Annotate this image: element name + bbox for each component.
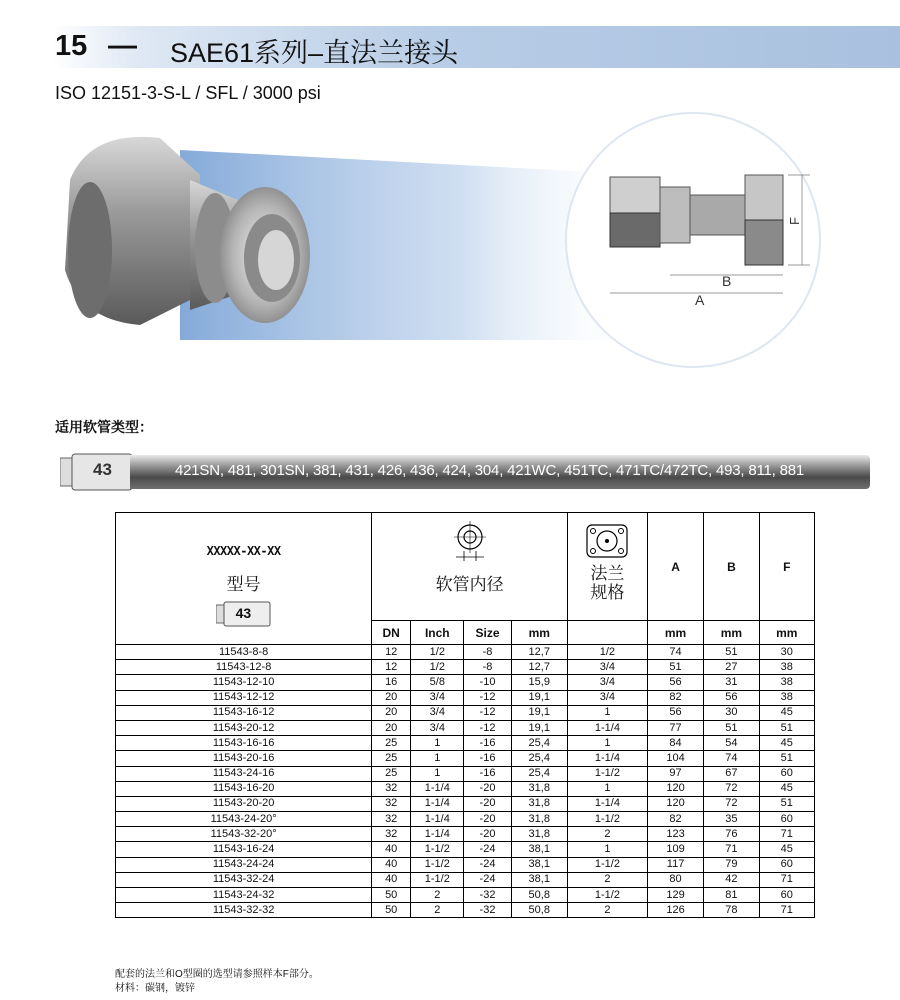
cell-flange: 1-1/2 — [567, 766, 647, 781]
cell-f: 60 — [759, 766, 814, 781]
table-row — [116, 903, 815, 918]
cell-a: 82 — [647, 812, 703, 827]
cell-size: -16 — [464, 766, 511, 781]
cell-a: 82 — [647, 690, 703, 705]
cell-inch: 1/2 — [411, 645, 464, 660]
cell-inch: 1-1/4 — [411, 781, 464, 796]
cell-b: 78 — [704, 903, 759, 918]
unit-flange-blank — [567, 621, 647, 645]
cell-mm: 25,4 — [511, 736, 567, 751]
table-row — [116, 888, 815, 903]
cell-model: 11543-16-24 — [116, 842, 372, 857]
label-a: A — [695, 292, 705, 308]
cell-mm: 19,1 — [511, 705, 567, 720]
cell-dn: 16 — [372, 675, 411, 690]
spec-table-body — [116, 645, 815, 918]
cell-dn: 50 — [372, 903, 411, 918]
cell-mm: 12,7 — [511, 660, 567, 675]
cell-a: 120 — [647, 796, 703, 811]
cell-model: 11543-32-24 — [116, 872, 372, 887]
cell-mm: 31,8 — [511, 827, 567, 842]
cell-size: -8 — [464, 645, 511, 660]
cell-a: 56 — [647, 705, 703, 720]
unit-size: Size — [464, 621, 511, 645]
cell-a: 80 — [647, 872, 703, 887]
fitting-3d-image — [50, 120, 350, 350]
cell-mm: 25,4 — [511, 766, 567, 781]
dimension-drawing — [590, 165, 810, 315]
col-b-header: B — [704, 513, 759, 621]
table-row — [116, 781, 815, 796]
cell-b: 81 — [704, 888, 759, 903]
cell-model: 11543-24-16 — [116, 766, 372, 781]
cell-mm: 50,8 — [511, 888, 567, 903]
cell-flange: 3/4 — [567, 675, 647, 690]
cell-dn: 25 — [372, 751, 411, 766]
cell-mm: 31,8 — [511, 781, 567, 796]
table-row — [116, 675, 815, 690]
unit-inch: Inch — [411, 621, 464, 645]
cell-inch: 1 — [411, 751, 464, 766]
cell-mm: 25,4 — [511, 751, 567, 766]
cell-dn: 12 — [372, 660, 411, 675]
cell-mm: 19,1 — [511, 720, 567, 735]
cell-flange: 2 — [567, 903, 647, 918]
cell-f: 60 — [759, 812, 814, 827]
cell-dn: 40 — [372, 872, 411, 887]
unit-b: mm — [704, 621, 759, 645]
cell-flange: 1-1/2 — [567, 812, 647, 827]
model-label: 型号 — [226, 575, 261, 594]
cell-inch: 1 — [411, 736, 464, 751]
cell-mm: 38,1 — [511, 857, 567, 872]
table-row — [116, 796, 815, 811]
unit-dn: DN — [372, 621, 411, 645]
cell-b: 30 — [704, 705, 759, 720]
cell-dn: 25 — [372, 766, 411, 781]
cell-a: 104 — [647, 751, 703, 766]
cell-size: -10 — [464, 675, 511, 690]
table-row — [116, 842, 815, 857]
cell-model: 11543-24-24 — [116, 857, 372, 872]
cell-f: 71 — [759, 827, 814, 842]
cell-a: 56 — [647, 675, 703, 690]
unit-f: mm — [759, 621, 814, 645]
cell-inch: 1-1/4 — [411, 812, 464, 827]
cell-inch: 1 — [411, 766, 464, 781]
cell-dn: 25 — [372, 736, 411, 751]
cell-b: 42 — [704, 872, 759, 887]
cell-size: -24 — [464, 857, 511, 872]
standard-subtitle: ISO 12151-3-S-L / SFL / 3000 psi — [55, 83, 321, 103]
cell-size: -12 — [464, 690, 511, 705]
cell-inch: 1-1/2 — [411, 857, 464, 872]
cell-size: -24 — [464, 842, 511, 857]
model-ferrule-icon — [216, 601, 272, 627]
spec-table — [115, 512, 815, 918]
cell-f: 51 — [759, 720, 814, 735]
hose-id-header — [372, 513, 568, 621]
table-row — [116, 690, 815, 705]
cell-mm: 12,7 — [511, 645, 567, 660]
cell-dn: 32 — [372, 796, 411, 811]
footnote-flange: 配套的法兰和O型圈的选型请参照样本F部分。 — [115, 969, 319, 980]
cell-dn: 50 — [372, 888, 411, 903]
cell-f: 71 — [759, 903, 814, 918]
cell-f: 38 — [759, 690, 814, 705]
cell-mm: 31,8 — [511, 796, 567, 811]
cell-flange: 1-1/2 — [567, 857, 647, 872]
cell-dn: 12 — [372, 645, 411, 660]
hose-type-heading: 适用软管类型： — [55, 419, 153, 435]
cell-b: 56 — [704, 690, 759, 705]
cell-size: -16 — [464, 751, 511, 766]
cell-inch: 2 — [411, 903, 464, 918]
model-ferrule-code: 43 — [235, 605, 252, 621]
cell-model: 11543-20-16 — [116, 751, 372, 766]
table-row — [116, 705, 815, 720]
cell-dn: 32 — [372, 827, 411, 842]
cell-b: 54 — [704, 736, 759, 751]
cell-size: -8 — [464, 660, 511, 675]
cell-inch: 1-1/2 — [411, 842, 464, 857]
cell-dn: 20 — [372, 705, 411, 720]
cell-b: 35 — [704, 812, 759, 827]
cell-b: 72 — [704, 796, 759, 811]
table-row — [116, 766, 815, 781]
table-row — [116, 751, 815, 766]
cell-f: 71 — [759, 872, 814, 887]
cell-model: 11543-16-16 — [116, 736, 372, 751]
cell-f: 30 — [759, 645, 814, 660]
cell-inch: 1-1/2 — [411, 872, 464, 887]
table-row — [116, 660, 815, 675]
unit-mm: mm — [511, 621, 567, 645]
cell-b: 51 — [704, 720, 759, 735]
cell-b: 74 — [704, 751, 759, 766]
cell-f: 45 — [759, 736, 814, 751]
cell-a: 126 — [647, 903, 703, 918]
cell-f: 45 — [759, 705, 814, 720]
cell-flange: 2 — [567, 872, 647, 887]
cell-model: 11543-20-20 — [116, 796, 372, 811]
label-f: F — [787, 217, 802, 225]
cell-size: -24 — [464, 872, 511, 887]
table-row — [116, 872, 815, 887]
cell-model: 11543-24-32 — [116, 888, 372, 903]
cell-size: -32 — [464, 903, 511, 918]
cell-f: 60 — [759, 857, 814, 872]
cell-f: 51 — [759, 796, 814, 811]
cell-size: -20 — [464, 781, 511, 796]
cell-size: -20 — [464, 827, 511, 842]
cell-inch: 2 — [411, 888, 464, 903]
cell-model: 11543-24-20° — [116, 812, 372, 827]
table-row — [116, 827, 815, 842]
bore-icon — [450, 521, 490, 565]
cell-b: 79 — [704, 857, 759, 872]
cell-a: 117 — [647, 857, 703, 872]
model-pattern: XXXXX-XX-XX — [206, 544, 281, 558]
cell-inch: 1-1/4 — [411, 796, 464, 811]
hose-id-label: 软管内径 — [435, 575, 504, 594]
cell-b: 67 — [704, 766, 759, 781]
cell-b: 72 — [704, 781, 759, 796]
cell-model: 11543-32-32 — [116, 903, 372, 918]
cell-mm: 19,1 — [511, 690, 567, 705]
cell-dn: 20 — [372, 720, 411, 735]
cell-inch: 3/4 — [411, 720, 464, 735]
title-dash: — — [108, 30, 137, 62]
cell-mm: 50,8 — [511, 903, 567, 918]
cell-a: 84 — [647, 736, 703, 751]
cell-model: 11543-12-8 — [116, 660, 372, 675]
cell-inch: 3/4 — [411, 690, 464, 705]
cell-size: -12 — [464, 705, 511, 720]
cell-size: -16 — [464, 736, 511, 751]
cell-a: 77 — [647, 720, 703, 735]
cell-flange: 1 — [567, 705, 647, 720]
cell-flange: 1-1/2 — [567, 888, 647, 903]
cell-f: 45 — [759, 842, 814, 857]
table-row — [116, 736, 815, 751]
cell-dn: 32 — [372, 781, 411, 796]
cell-inch: 1-1/4 — [411, 827, 464, 842]
cell-flange: 1 — [567, 842, 647, 857]
cell-b: 76 — [704, 827, 759, 842]
cell-mm: 31,8 — [511, 812, 567, 827]
cell-size: -20 — [464, 796, 511, 811]
cell-b: 51 — [704, 645, 759, 660]
cell-flange: 1/2 — [567, 645, 647, 660]
cell-inch: 5/8 — [411, 675, 464, 690]
cell-dn: 40 — [372, 842, 411, 857]
cell-flange: 1 — [567, 781, 647, 796]
cell-flange: 3/4 — [567, 660, 647, 675]
cell-flange: 1-1/4 — [567, 720, 647, 735]
flange-icon — [583, 521, 631, 561]
cell-size: -32 — [464, 888, 511, 903]
cell-mm: 38,1 — [511, 842, 567, 857]
flange-header — [567, 513, 647, 621]
cell-a: 97 — [647, 766, 703, 781]
col-a-header: A — [647, 513, 703, 621]
col-f-header: F — [759, 513, 814, 621]
cell-a: 51 — [647, 660, 703, 675]
cell-flange: 2 — [567, 827, 647, 842]
cell-model: 11543-20-12 — [116, 720, 372, 735]
cell-b: 27 — [704, 660, 759, 675]
cell-dn: 20 — [372, 690, 411, 705]
cell-a: 74 — [647, 645, 703, 660]
cell-size: -12 — [464, 720, 511, 735]
cell-a: 109 — [647, 842, 703, 857]
unit-a: mm — [647, 621, 703, 645]
cell-f: 45 — [759, 781, 814, 796]
table-row — [116, 645, 815, 660]
cell-inch: 1/2 — [411, 660, 464, 675]
cell-mm: 38,1 — [511, 872, 567, 887]
cell-f: 60 — [759, 888, 814, 903]
cell-f: 38 — [759, 660, 814, 675]
cell-dn: 40 — [372, 857, 411, 872]
label-b: B — [722, 273, 732, 289]
cell-b: 71 — [704, 842, 759, 857]
cell-inch: 3/4 — [411, 705, 464, 720]
cell-model: 11543-8-8 — [116, 645, 372, 660]
footnote-material: 材料：碳钢，镀锌 — [115, 983, 195, 994]
cell-dn: 32 — [372, 812, 411, 827]
cell-flange: 1 — [567, 736, 647, 751]
cell-a: 129 — [647, 888, 703, 903]
cell-f: 38 — [759, 675, 814, 690]
table-row — [116, 857, 815, 872]
cell-model: 11543-16-12 — [116, 705, 372, 720]
cell-flange: 1-1/4 — [567, 796, 647, 811]
hose-type-list: 421SN, 481, 301SN, 381, 431, 426, 436, 424, 304, 421WC, 451TC, 471TC/472TC, 493, 811, 881 — [175, 462, 805, 479]
page-title: SAE61系列–直法兰接头 — [170, 38, 459, 68]
cell-a: 120 — [647, 781, 703, 796]
cell-f: 51 — [759, 751, 814, 766]
cell-flange: 3/4 — [567, 690, 647, 705]
cell-mm: 15,9 — [511, 675, 567, 690]
model-header — [116, 513, 372, 645]
table-row — [116, 812, 815, 827]
ferrule-code: 43 — [93, 460, 112, 479]
cell-model: 11543-16-20 — [116, 781, 372, 796]
flange-label: 法兰 规格 — [590, 564, 625, 602]
cell-size: -20 — [464, 812, 511, 827]
cell-model: 11543-32-20° — [116, 827, 372, 842]
cell-model: 11543-12-12 — [116, 690, 372, 705]
cell-b: 31 — [704, 675, 759, 690]
section-number: 15 — [55, 30, 88, 62]
cell-model: 11543-12-10 — [116, 675, 372, 690]
cell-flange: 1-1/4 — [567, 751, 647, 766]
table-row — [116, 720, 815, 735]
cell-a: 123 — [647, 827, 703, 842]
